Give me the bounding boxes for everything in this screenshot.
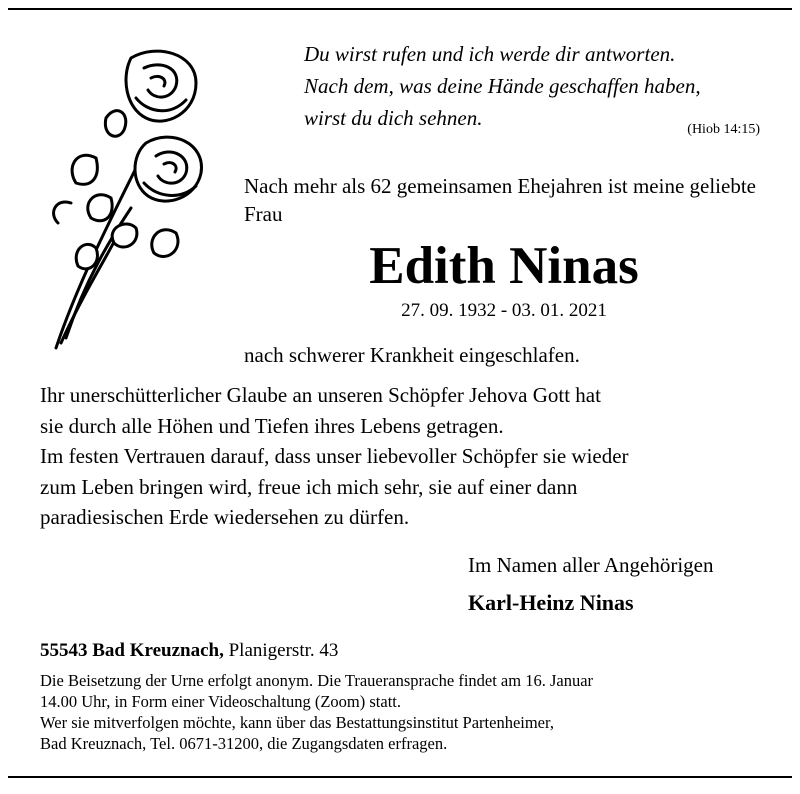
quote-line: wirst du dich sehnen. [304, 106, 483, 130]
signature-name: Karl-Heinz Ninas [468, 590, 634, 615]
address-city: 55543 Bad Kreuznach, [40, 640, 224, 661]
body-line: zum Leben bringen wird, freue ich mich sehr, sie auf einer dann [40, 474, 578, 499]
note-line: Wer sie mitverfolgen möchte, kann über das Bestattungsinstitut Partenheimer, [40, 713, 554, 732]
funeral-notes [40, 670, 780, 754]
body-line: Ihr unerschütterlicher Glaube an unseren Schöpfer Jehova Gott hat [40, 383, 601, 407]
obituary-notice [8, 8, 792, 778]
body-line: sie durch alle Höhen und Tiefen ihres Lebens getragen. [40, 413, 504, 438]
address-street: Planigerstr. 43 [228, 640, 339, 661]
body-line: Im festen Vertrauen darauf, dass unser liebevoller Schöpfer sie wieder [40, 444, 629, 468]
faith-paragraph [40, 380, 780, 533]
quote-line: Du wirst rufen und ich werde dir antworten. [304, 42, 676, 66]
deceased-name: Edith Ninas [369, 237, 639, 295]
passing-text: nach schwerer Krankheit eingeschlafen. [244, 343, 580, 367]
quote-source: (Hiob 14:15) [687, 122, 760, 137]
rose-illustration-icon [36, 38, 216, 358]
intro-text: Nach mehr als 62 gemeinsamen Ehejahren ist meine geliebte Frau [244, 174, 756, 226]
note-line: 14.00 Uhr, in Form einer Videoschaltung (Zoom) statt. [40, 692, 401, 711]
note-line: Bad Kreuznach, Tel. 0671-31200, die Zugangsdaten erfragen. [40, 734, 448, 753]
signature-on-behalf: Im Namen aller Angehörigen [468, 553, 714, 577]
body-line: paradiesischen Erde wiedersehen zu dürfen. [40, 505, 410, 529]
bible-quote [304, 38, 774, 134]
life-dates: 27. 09. 1932 - 03. 01. 2021 [401, 300, 607, 321]
note-line: Die Beisetzung der Urne erfolgt anonym. Die Traueransprache findet am 16. Januar [40, 671, 594, 690]
address [40, 638, 338, 664]
quote-line: Nach dem, was deine Hände geschaffen haben, [304, 74, 701, 98]
